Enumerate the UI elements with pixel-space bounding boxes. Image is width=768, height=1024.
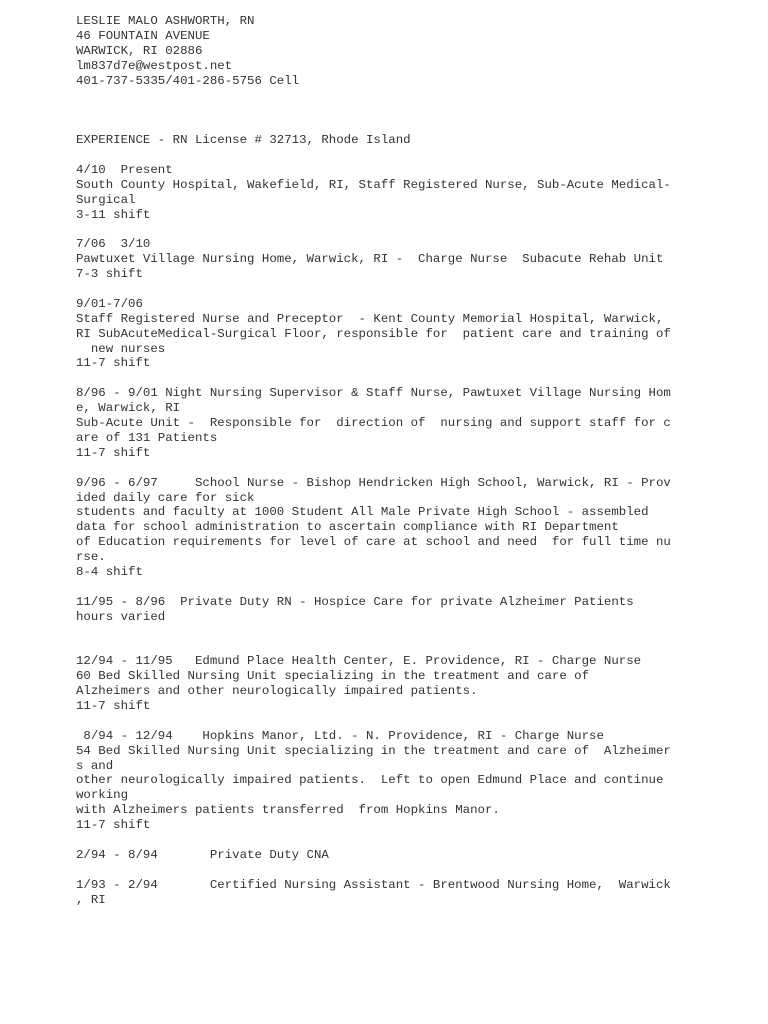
text-line: EXPERIENCE - RN License # 32713, Rhode Island bbox=[76, 133, 411, 148]
text-line: Alzheimers and other neurologically impaired patients. bbox=[76, 684, 478, 699]
text-line: , RI bbox=[76, 892, 106, 907]
blank-line bbox=[76, 282, 756, 297]
text-line: 8/96 - 9/01 Night Nursing Supervisor & Staff Nurse, Pawtuxet Village Nursing Hom bbox=[76, 386, 671, 401]
text-line: with Alzheimers patients transferred from Hopkins Manor. bbox=[76, 803, 500, 818]
text-line: hours varied bbox=[76, 609, 166, 624]
text-line: 9/01-7/06 bbox=[76, 296, 143, 311]
text-line: ided daily care for sick bbox=[76, 490, 255, 505]
text-line: 11-7 shift bbox=[76, 698, 151, 713]
text-line: 401-737-5335/401-286-5756 Cell bbox=[76, 73, 300, 88]
text-line: are of 131 Patients bbox=[76, 430, 218, 445]
blank-line bbox=[76, 863, 756, 878]
text-line: 7-3 shift bbox=[76, 267, 143, 282]
text-line: 46 FOUNTAIN AVENUE bbox=[76, 28, 210, 43]
blank-line bbox=[76, 714, 756, 729]
text-line: 3-11 shift bbox=[76, 207, 151, 222]
text-line: LESLIE MALO ASHWORTH, RN bbox=[76, 14, 255, 28]
text-line: Pawtuxet Village Nursing Home, Warwick, RI - Charge Nurse Subacute Rehab Unit bbox=[76, 252, 664, 267]
text-line: 4/10 Present bbox=[76, 162, 173, 177]
text-line: rse. bbox=[76, 550, 106, 565]
text-line: WARWICK, RI 02886 bbox=[76, 43, 203, 58]
text-line: students and faculty at 1000 Student All Male Private High School - assembled bbox=[76, 505, 649, 520]
text-line: e, Warwick, RI bbox=[76, 401, 181, 416]
text-line: South County Hospital, Wakefield, RI, Staff Registered Nurse, Sub-Acute Medical- bbox=[76, 177, 671, 192]
resume-document bbox=[76, 14, 756, 907]
text-line: 8-4 shift bbox=[76, 564, 143, 579]
text-line: s and bbox=[76, 758, 114, 773]
text-line: working bbox=[76, 788, 129, 803]
blank-line bbox=[76, 88, 756, 103]
text-line: 7/06 3/10 bbox=[76, 237, 151, 252]
text-line: 8/94 - 12/94 Hopkins Manor, Ltd. - N. Providence, RI - Charge Nurse bbox=[76, 728, 604, 743]
text-line: 11-7 shift bbox=[76, 818, 151, 833]
blank-line bbox=[76, 118, 756, 133]
blank-line bbox=[76, 461, 756, 476]
text-line: Staff Registered Nurse and Preceptor - Kent County Memorial Hospital, Warwick, bbox=[76, 311, 664, 326]
text-line: 1/93 - 2/94 Certified Nursing Assistant - Brentwood Nursing Home, Warwick bbox=[76, 877, 671, 892]
text-line: other neurologically impaired patients. Left to open Edmund Place and continue bbox=[76, 773, 664, 788]
text-line: 11-7 shift bbox=[76, 356, 151, 371]
blank-line bbox=[76, 625, 756, 640]
text-line: of Education requirements for level of care at school and need for full time nu bbox=[76, 535, 671, 550]
text-line: data for school administration to ascertain compliance with RI Department bbox=[76, 520, 619, 535]
text-line: 11-7 shift bbox=[76, 445, 151, 460]
text-line: 2/94 - 8/94 Private Duty CNA bbox=[76, 847, 329, 862]
blank-line bbox=[76, 103, 756, 118]
text-line: 54 Bed Skilled Nursing Unit specializing in the treatment and care of Alzheimer bbox=[76, 743, 671, 758]
text-line: Surgical bbox=[76, 192, 136, 207]
blank-line bbox=[76, 833, 756, 848]
text-line: 11/95 - 8/96 Private Duty RN - Hospice Care for private Alzheimer Patients bbox=[76, 594, 634, 609]
text-line: RI SubAcuteMedical-Surgical Floor, responsible for patient care and training of bbox=[76, 326, 671, 341]
blank-line bbox=[76, 222, 756, 237]
text-line: Sub-Acute Unit - Responsible for direction of nursing and support staff for c bbox=[76, 416, 671, 431]
blank-line bbox=[76, 639, 756, 654]
text-line: 9/96 - 6/97 School Nurse - Bishop Hendricken High School, Warwick, RI - Prov bbox=[76, 475, 671, 490]
blank-line bbox=[76, 580, 756, 595]
text-line: 12/94 - 11/95 Edmund Place Health Center, E. Providence, RI - Charge Nurse bbox=[76, 654, 642, 669]
text-line: new nurses bbox=[76, 341, 166, 356]
blank-line bbox=[76, 148, 756, 163]
text-line: lm837d7e@westpost.net bbox=[76, 58, 233, 73]
text-line: 60 Bed Skilled Nursing Unit specializing in the treatment and care of bbox=[76, 669, 590, 684]
blank-line bbox=[76, 371, 756, 386]
